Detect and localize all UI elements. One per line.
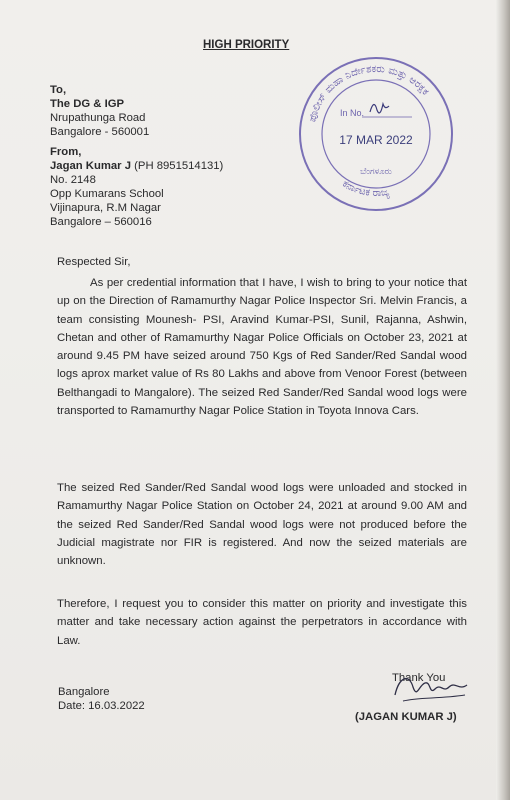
stamp-top-script: ಪೊಲೀಸ್ ಮಹಾ ನಿರ್ದೇಶಕರು ಮತ್ತು ಆರಕ್ಷಕ [307,63,431,124]
stamp-bottom-script: ಕರ್ನಾಟಕ ರಾಜ್ಯ [340,178,390,200]
from-phone: (PH 8951514131) [134,160,224,172]
stamp-city-script: ಬೆಂಗಳೂರು [360,167,392,177]
from-address-line-3: Vijinapura, R.M Nagar [50,202,161,214]
place: Bangalore [58,686,110,698]
from-label: From, [50,146,82,158]
priority-heading: HIGH PRIORITY [203,39,290,51]
from-address-line-4: Bangalore – 560016 [50,216,152,228]
from-name: Jagan Kumar J [50,160,131,172]
stamp-date: 17 MAR 2022 [339,133,413,147]
salutation: Respected Sir, [57,256,131,268]
signature [389,665,474,715]
paragraph-3: Therefore, I request you to consider this matter on priority and investigate this matter and take necessary action against the perpetrators in accordance with Law. [57,598,467,647]
inward-stamp [296,54,456,214]
page-edge [496,0,510,800]
paragraph-2: The seized Red Sander/Red Sandal wood logs were unloaded and stocked in Ramamurthy Nagar Police Station on October 24, 2021 at around 9.00 AM and the seized Red Sander/Red Sandal wood logs were not produced before the Judicial magistrate nor FIR is registered. And now the seized materials are unknown. [57,482,467,568]
to-label: To, [50,84,67,96]
letter-date: Date: 16.03.2022 [58,700,145,712]
to-address-line-2: Bangalore - 560001 [50,126,150,138]
to-recipient: The DG & IGP [50,98,125,110]
stamp-initials [370,104,389,113]
closing: Thank You [392,672,446,684]
from-address-line-2: Opp Kumarans School [50,188,164,200]
from-address-line-1: No. 2148 [50,174,96,186]
from-name-line [50,159,223,173]
paragraph-1: As per credential information that I have, I wish to bring to your notice that up on the Direction of Ramamurthy Nagar Police Inspector Sri. Melvin Francis, a team consisting Mounesh- PSI, Aravind Kumar-PSI, Sunil, Rajanna, Ashwin, Chetan and other of Ramamurthy Nagar Police Officials on October 23, 2021 at around 9.45 PM have seized around 750 Kgs of Red Sander/Red Sandal wood logs aprox market value of Rs 80 Lakhs and above from Venoor Forest (between Belthangadi to Mangalore). The seized Red Sander/Red Sandal wood logs were transported to Ramamurthy Nagar Police Station in Toyota Innova Cars. [57,277,467,418]
to-address-line-1: Nrupathunga Road [50,112,146,124]
signatory-name: (JAGAN KUMAR J) [355,711,457,723]
stamp-in-no-label: In No. [340,108,365,118]
